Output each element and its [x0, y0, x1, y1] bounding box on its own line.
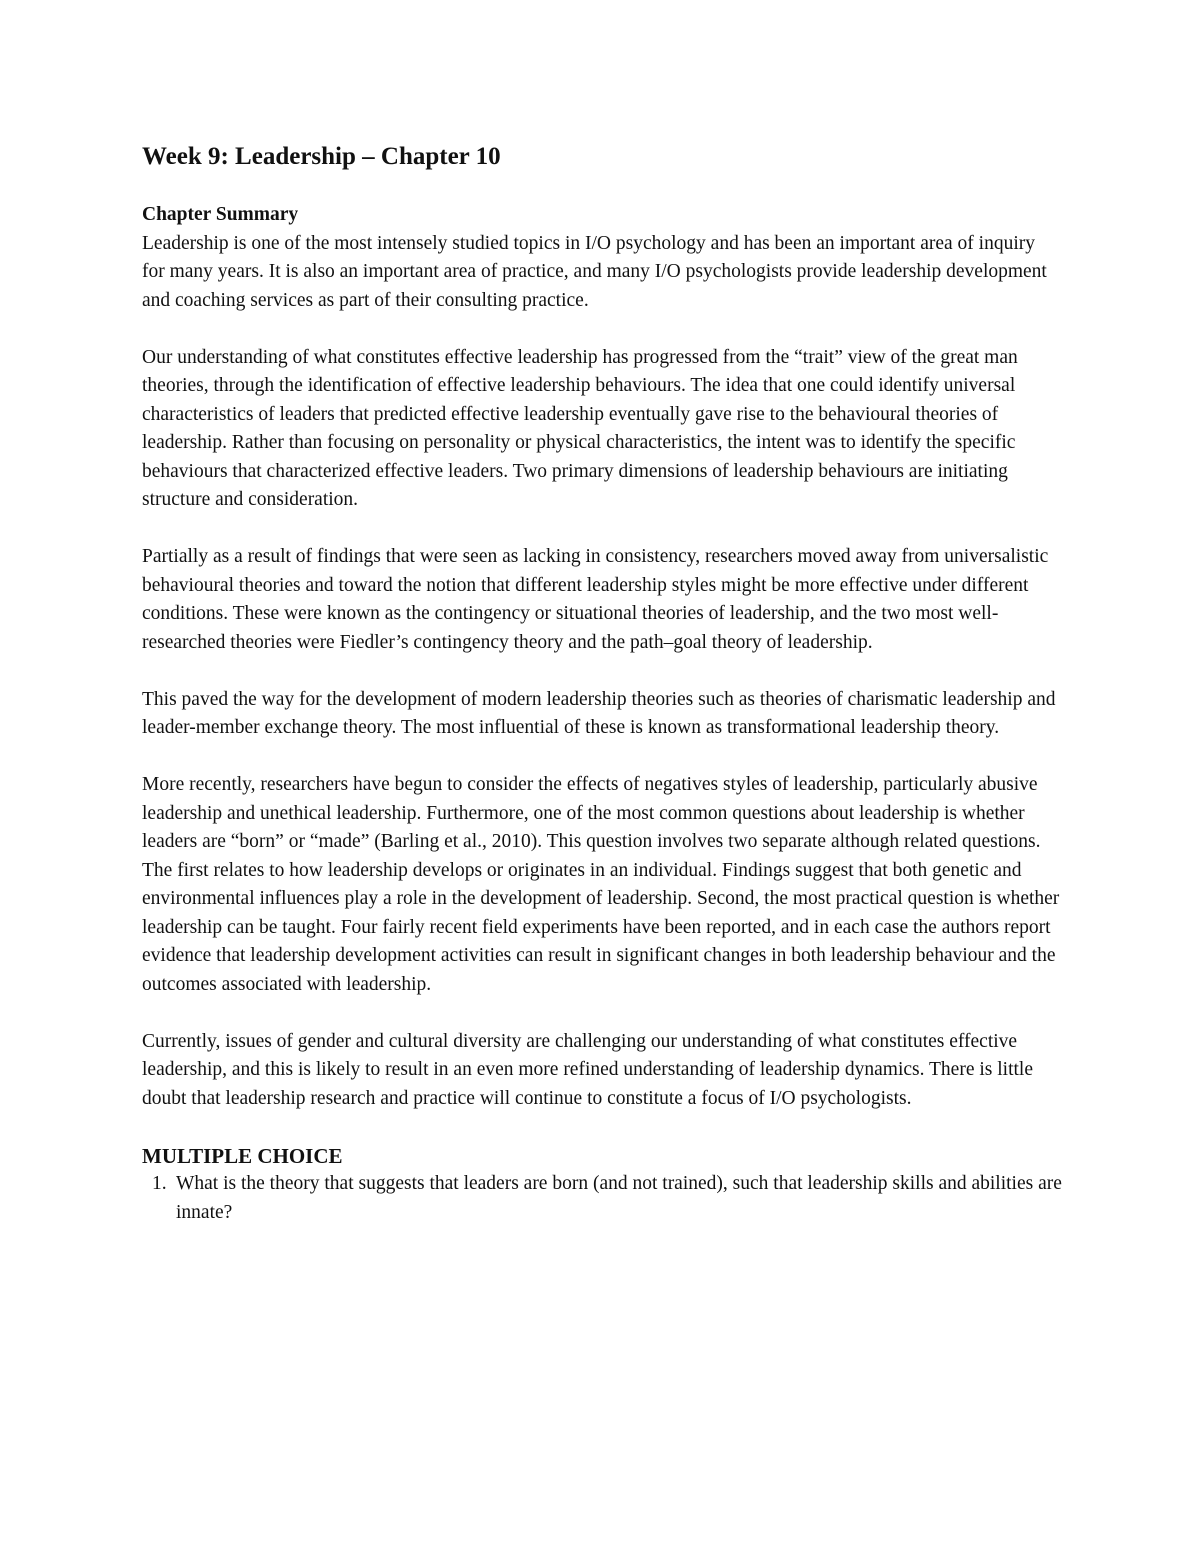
summary-paragraph-4: This paved the way for the development of modern leadership theories such as theories of charismatic leadership and leader-member exchange theory. The most influential of these is known as transformational leadership theory. — [142, 688, 1056, 738]
question-item — [142, 1170, 1062, 1227]
summary-paragraph-1: Leadership is one of the most intensely studied topics in I/O psychology and has been an important area of inquiry for many years. It is also an important area of practice, and many I/O psychologists provide leadership development and coaching services as part of their consulting practice. — [142, 232, 1047, 311]
document-title: Week 9: Leadership – Chapter 10 — [142, 143, 501, 170]
question-list — [142, 1170, 1062, 1227]
summary-paragraph-6: Currently, issues of gender and cultural diversity are challenging our understanding of what constitutes effective leadership, and this is likely to result in an even more refined understanding of leadership dynamics. There is little doubt that leadership research and practice will continue to constitute a focus of I/O psychologists. — [142, 1030, 1033, 1109]
document-page — [142, 140, 1062, 1227]
question-text: What is the theory that suggests that leaders are born (and not trained), such that leadership skills and abilities are innate? — [176, 1173, 1062, 1223]
multiple-choice-heading: MULTIPLE CHOICE — [142, 1143, 343, 1168]
chapter-summary-heading: Chapter Summary — [142, 204, 299, 225]
summary-paragraph-5: More recently, researchers have begun to consider the effects of negatives styles of leadership, particularly abusive leadership and unethical leadership. Furthermore, one of the most common questions about leadership is whether leaders are “born” or “made” (Barling et al., 2010). This question involves two separate although related questions. The first relates to how leadership develops or originates in an individual. Findings suggest that both genetic and environmental influences play a role in the development of leadership. Second, the most practical question is whether leadership can be taught. Four fairly recent field experiments have been reported, and in each case the authors report evidence that leadership development activities can result in significant changes in both leadership behaviour and the outcomes associated with leadership. — [142, 774, 1060, 995]
question-number: 1. — [152, 1173, 167, 1194]
summary-paragraph-2: Our understanding of what constitutes effective leadership has progressed from the “trait” view of the great man theories, through the identification of effective leadership behaviours. The idea that one could identify universal characteristics of leaders that predicted effective leadership eventually gave rise to the behavioural theories of leadership. Rather than focusing on personality or physical characteristics, the intent was to identify the specific behaviours that characterized effective leaders. Two primary dimensions of leadership behaviours are initiating structure and consideration. — [142, 346, 1018, 510]
summary-paragraph-3: Partially as a result of findings that were seen as lacking in consistency, researchers moved away from universalistic behavioural theories and toward the notion that different leadership styles might be more effective under different conditions. These were known as the contingency or situational theories of leadership, and the two most well-researched theories were Fiedler’s contingency theory and the path–goal theory of leadership. — [142, 546, 1049, 653]
